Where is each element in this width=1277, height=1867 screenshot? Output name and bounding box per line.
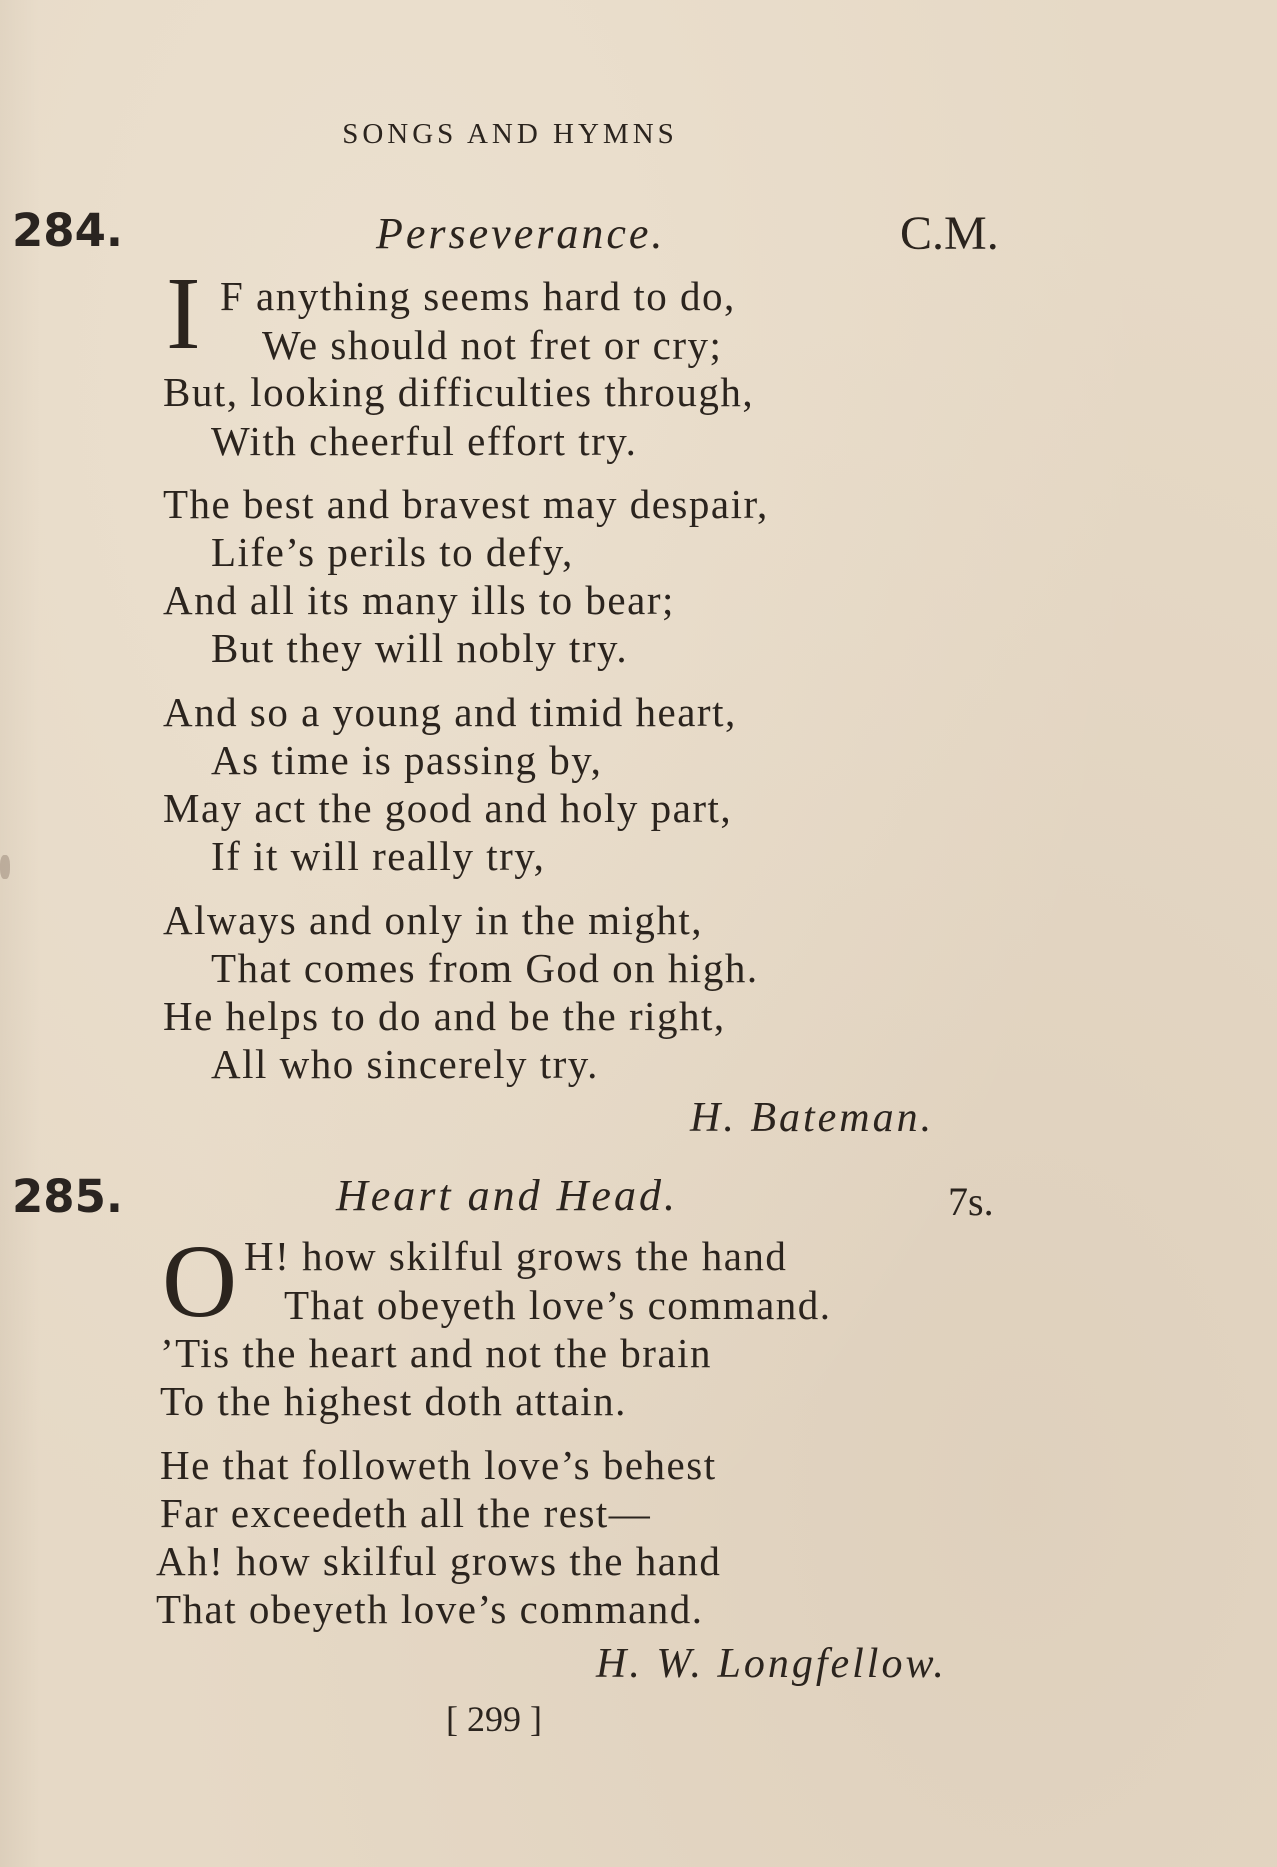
paper-blemish xyxy=(0,855,10,879)
verse-line: Life’s perils to defy, xyxy=(211,529,574,575)
verse-line: H! how skilful grows the hand xyxy=(244,1233,788,1279)
verse-line: All who sincerely try. xyxy=(211,1041,599,1087)
verse-line: But they will nobly try. xyxy=(211,625,629,671)
hymn-title: Heart and Head. xyxy=(336,1171,678,1220)
verse-line: ’Tis the heart and not the brain xyxy=(160,1330,713,1376)
verse-line: With cheerful effort try. xyxy=(211,418,638,464)
hymn-meter: 7s. xyxy=(948,1179,994,1224)
verse-line: That comes from God on high. xyxy=(211,945,759,991)
verse-line: He that followeth love’s behest xyxy=(160,1442,717,1488)
author-attribution: H. Bateman. xyxy=(690,1095,935,1141)
running-head: SONGS AND HYMNS xyxy=(342,118,678,150)
verse-line: As time is passing by, xyxy=(211,737,603,783)
verse-line: F anything seems hard to do, xyxy=(220,273,736,319)
verse-line: But, looking difficulties through, xyxy=(163,369,755,415)
verse-line: The best and bravest may despair, xyxy=(163,481,769,527)
verse-line: That obeyeth love’s command. xyxy=(156,1586,704,1632)
verse-line: We should not fret or cry; xyxy=(262,322,723,368)
verse-line: And so a young and timid heart, xyxy=(163,689,737,735)
verse-line: And all its many ills to bear; xyxy=(163,577,675,623)
verse-line: That obeyeth love’s command. xyxy=(284,1282,832,1328)
verse-line: May act the good and holy part, xyxy=(163,785,733,831)
page-number: [ 299 ] xyxy=(446,1699,542,1739)
hymn-meter: C.M. xyxy=(900,207,999,260)
hymn-number: 284. xyxy=(12,204,124,257)
verse-line: Ah! how skilful grows the hand xyxy=(156,1538,722,1584)
drop-cap: I xyxy=(166,256,201,371)
hymn-title: Perseverance. xyxy=(376,209,666,258)
hymn-number: 285. xyxy=(12,1170,124,1223)
verse-line: He helps to do and be the right, xyxy=(163,993,726,1039)
author-attribution: H. W. Longfellow. xyxy=(596,1641,947,1687)
verse-line: If it will really try, xyxy=(211,833,546,879)
verse-line: Far exceedeth all the rest— xyxy=(160,1490,652,1536)
drop-cap: O xyxy=(162,1224,238,1339)
verse-line: Always and only in the might, xyxy=(163,897,704,943)
verse-line: To the highest doth attain. xyxy=(160,1378,627,1424)
